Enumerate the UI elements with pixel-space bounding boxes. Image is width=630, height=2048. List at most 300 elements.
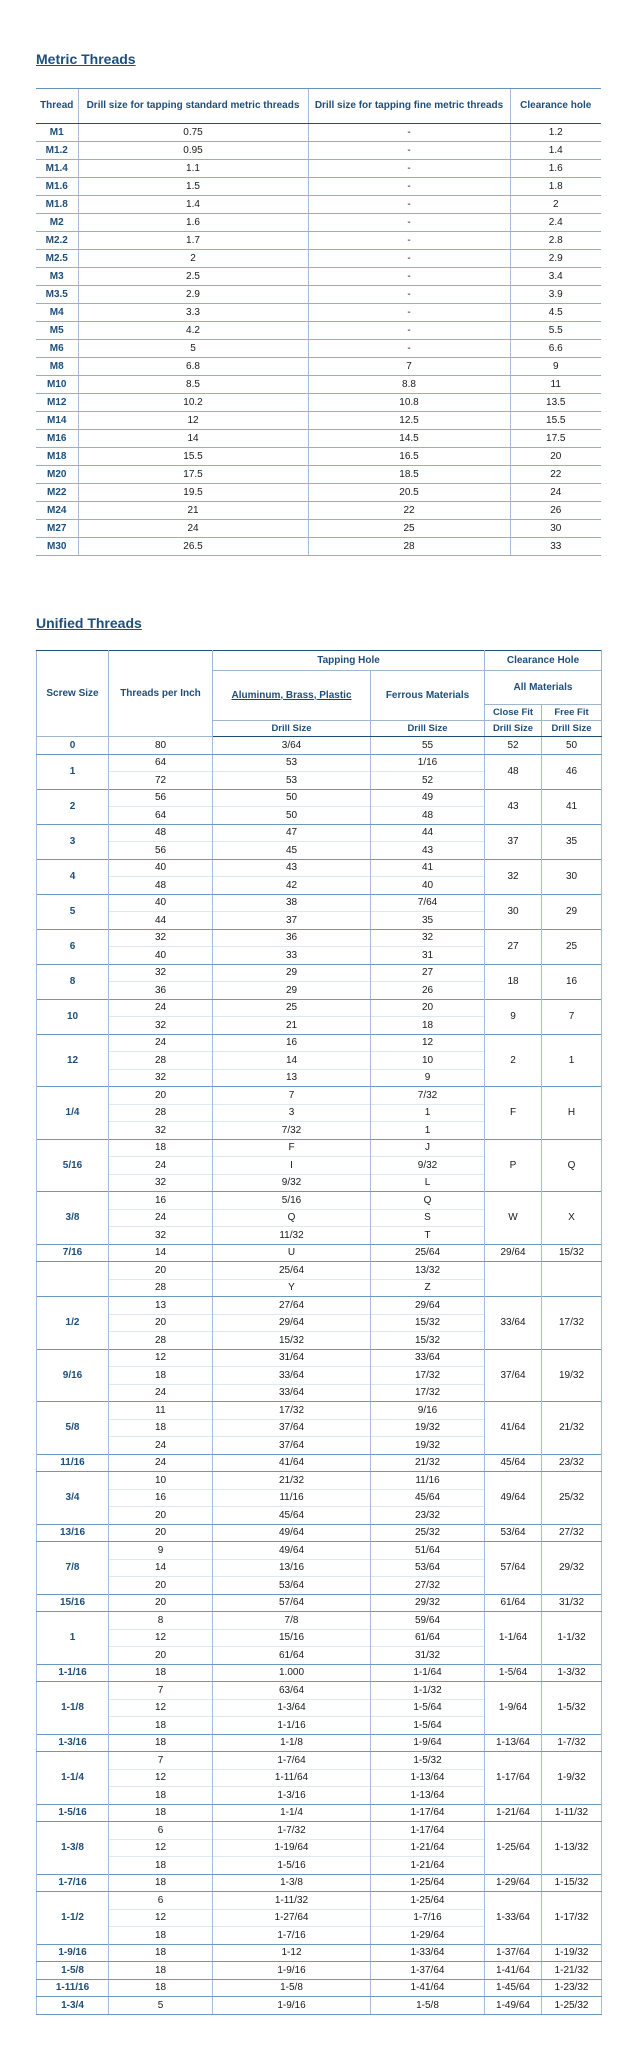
tpi-cell: 40 [109,859,213,877]
tpi-cell: 18 [109,1962,213,1980]
free-fit-cell: 1-25/32 [542,1997,602,2015]
metric-row [36,538,601,556]
close-fit-cell: 29/64 [485,1244,542,1262]
aluminum-drill-cell: 29/64 [213,1314,371,1332]
aluminum-drill-cell: Q [213,1209,371,1227]
unified-row [37,1192,602,1210]
standard-drill-cell: 4.2 [78,322,308,340]
free-fit-cell: 29/32 [542,1542,602,1595]
unified-row [37,1612,602,1630]
close-fit-cell: 32 [485,859,542,894]
aluminum-drill-cell: 37 [213,912,371,930]
metric-row [36,394,601,412]
thread-cell: M30 [36,538,78,556]
ferrous-drill-cell: 17/32 [371,1367,485,1385]
close-fit-cell: W [485,1192,542,1245]
unified-row [37,1594,602,1612]
standard-drill-cell: 1.7 [78,232,308,250]
close-fit-cell: 1-29/64 [485,1874,542,1892]
screw-size-cell: 3/8 [37,1192,109,1245]
thread-cell: M16 [36,430,78,448]
close-fit-cell: 61/64 [485,1594,542,1612]
tpi-cell: 32 [109,1227,213,1245]
metric-header-thread: Thread [36,89,78,124]
aluminum-drill-cell: U [213,1244,371,1262]
tpi-cell: 24 [109,1209,213,1227]
aluminum-drill-cell: 1-11/64 [213,1769,371,1787]
close-fit-cell: 1-17/64 [485,1752,542,1805]
tpi-cell: 11 [109,1402,213,1420]
free-fit-cell: 1-9/32 [542,1752,602,1805]
header-threads-per-inch: Threads per Inch [109,651,213,737]
aluminum-drill-cell: 49/64 [213,1542,371,1560]
unified-row [37,1472,602,1490]
metric-row [36,412,601,430]
screw-size-cell: 1-1/4 [37,1752,109,1805]
tpi-cell: 18 [109,1734,213,1752]
aluminum-drill-cell: 14 [213,1052,371,1070]
ferrous-drill-cell: 1-41/64 [371,1979,485,1997]
metric-header-fine: Drill size for tapping fine metric threads [308,89,510,124]
fine-drill-cell: - [308,124,510,142]
screw-size-cell [37,1262,109,1297]
close-fit-cell: P [485,1139,542,1192]
ferrous-drill-cell: 20 [371,999,485,1017]
fine-drill-cell: 20.5 [308,484,510,502]
clearance-cell: 30 [510,520,601,538]
metric-row [36,340,601,358]
clearance-cell: 2 [510,196,601,214]
unified-threads-title: Unified Threads [36,615,142,631]
aluminum-drill-cell: 45 [213,842,371,860]
ferrous-drill-cell: 40 [371,877,485,895]
metric-row [36,124,601,142]
thread-cell: M10 [36,376,78,394]
aluminum-drill-cell: 41/64 [213,1454,371,1472]
header-close-fit: Close Fit [485,705,542,721]
clearance-cell: 13.5 [510,394,601,412]
ferrous-drill-cell: 9 [371,1069,485,1087]
standard-drill-cell: 1.5 [78,178,308,196]
unified-row [37,1542,602,1560]
metric-row [36,214,601,232]
close-fit-cell: 1-37/64 [485,1944,542,1962]
aluminum-drill-cell: 21 [213,1017,371,1035]
ferrous-drill-cell: 9/16 [371,1402,485,1420]
fine-drill-cell: - [308,160,510,178]
header-drill-size-free: Drill Size [542,721,602,737]
tpi-cell: 7 [109,1682,213,1700]
metric-threads-table [36,88,601,556]
fine-drill-cell: 12.5 [308,412,510,430]
fine-drill-cell: - [308,178,510,196]
standard-drill-cell: 1.1 [78,160,308,178]
unified-row [37,1892,602,1910]
ferrous-drill-cell: 1-1/32 [371,1682,485,1700]
tpi-cell: 24 [109,1437,213,1455]
fine-drill-cell: 22 [308,502,510,520]
aluminum-drill-cell: 7 [213,1087,371,1105]
free-fit-cell: Q [542,1139,602,1192]
ferrous-drill-cell: 21/32 [371,1454,485,1472]
tpi-cell: 28 [109,1332,213,1350]
aluminum-drill-cell: 61/64 [213,1647,371,1665]
unified-row [37,1349,602,1367]
metric-row [36,232,601,250]
unified-row [37,1402,602,1420]
clearance-cell: 1.8 [510,178,601,196]
screw-size-cell: 1-5/16 [37,1804,109,1822]
unified-row [37,964,602,982]
ferrous-drill-cell: 49 [371,789,485,807]
metric-row [36,304,601,322]
aluminum-drill-cell: I [213,1157,371,1175]
unified-row [37,1664,602,1682]
tpi-cell: 24 [109,999,213,1017]
aluminum-drill-cell: 29 [213,982,371,1000]
free-fit-cell: 1-1/32 [542,1612,602,1665]
metric-row [36,196,601,214]
tpi-cell: 32 [109,1069,213,1087]
ferrous-drill-cell: 1-7/16 [371,1909,485,1927]
ferrous-drill-cell: 1 [371,1122,485,1140]
screw-size-cell: 5/16 [37,1139,109,1192]
ferrous-drill-cell: 9/32 [371,1157,485,1175]
header-free-fit: Free Fit [542,705,602,721]
ferrous-drill-cell: 59/64 [371,1612,485,1630]
tpi-cell: 18 [109,1979,213,1997]
aluminum-drill-cell: 1-9/16 [213,1962,371,1980]
header-drill-size-aluminum: Drill Size [213,721,371,737]
free-fit-cell: 27/32 [542,1524,602,1542]
header-tapping-hole: Tapping Hole [213,651,485,671]
tpi-cell: 48 [109,824,213,842]
clearance-cell: 9 [510,358,601,376]
free-fit-cell: 15/32 [542,1244,602,1262]
screw-size-cell: 8 [37,964,109,999]
tpi-cell: 20 [109,1507,213,1525]
screw-size-cell: 7/8 [37,1542,109,1595]
metric-header-row [36,89,601,124]
fine-drill-cell: 10.8 [308,394,510,412]
free-fit-cell: 1-23/32 [542,1979,602,1997]
aluminum-drill-cell: 15/32 [213,1332,371,1350]
header-drill-size-ferrous: Drill Size [371,721,485,737]
ferrous-drill-cell: 1-17/64 [371,1822,485,1840]
tpi-cell: 24 [109,1157,213,1175]
ferrous-drill-cell: 41 [371,859,485,877]
tpi-cell: 48 [109,877,213,895]
clearance-cell: 2.8 [510,232,601,250]
thread-cell: M20 [36,466,78,484]
aluminum-drill-cell: 1-27/64 [213,1909,371,1927]
tpi-cell: 64 [109,754,213,772]
ferrous-drill-cell: 1-13/64 [371,1769,485,1787]
aluminum-drill-cell: 15/16 [213,1629,371,1647]
free-fit-cell: 1 [542,1034,602,1087]
free-fit-cell: 25/32 [542,1472,602,1525]
ferrous-drill-cell: 31 [371,947,485,965]
free-fit-cell: 46 [542,754,602,789]
screw-size-cell: 1-3/16 [37,1734,109,1752]
close-fit-cell: 43 [485,789,542,824]
thread-cell: M8 [36,358,78,376]
ferrous-drill-cell: 10 [371,1052,485,1070]
ferrous-drill-cell: 1-5/8 [371,1997,485,2015]
screw-size-cell: 4 [37,859,109,894]
screw-size-cell: 1-5/8 [37,1962,109,1980]
screw-size-cell: 1-1/2 [37,1892,109,1945]
screw-size-cell: 9/16 [37,1349,109,1402]
header-screw-size: Screw Size [37,651,109,737]
screw-size-cell: 1-3/4 [37,1997,109,2015]
aluminum-drill-cell: 53 [213,772,371,790]
metric-row [36,466,601,484]
ferrous-drill-cell: 18 [371,1017,485,1035]
tpi-cell: 28 [109,1104,213,1122]
thread-cell: M6 [36,340,78,358]
tpi-cell: 32 [109,1174,213,1192]
tpi-cell: 18 [109,1367,213,1385]
thread-cell: M5 [36,322,78,340]
header-aluminum-brass-plastic [213,671,371,721]
tpi-cell: 18 [109,1804,213,1822]
aluminum-drill-cell: 1-12 [213,1944,371,1962]
free-fit-cell: 1-13/32 [542,1822,602,1875]
ferrous-drill-cell: 1-25/64 [371,1892,485,1910]
fine-drill-cell: - [308,340,510,358]
tpi-cell: 32 [109,1122,213,1140]
aluminum-drill-cell: 16 [213,1034,371,1052]
metric-header-clearance: Clearance hole [510,89,601,124]
tpi-cell: 12 [109,1699,213,1717]
aluminum-drill-cell: 17/32 [213,1402,371,1420]
unified-row [37,789,602,807]
standard-drill-cell: 0.75 [78,124,308,142]
metric-row [36,502,601,520]
thread-cell: M22 [36,484,78,502]
tpi-cell: 12 [109,1839,213,1857]
tpi-cell: 32 [109,929,213,947]
ferrous-drill-cell: 31/32 [371,1647,485,1665]
tpi-cell: 7 [109,1752,213,1770]
ferrous-drill-cell: Q [371,1192,485,1210]
aluminum-drill-cell: 37/64 [213,1419,371,1437]
aluminum-drill-cell: 1-1/8 [213,1734,371,1752]
ferrous-drill-cell: 25/32 [371,1524,485,1542]
ferrous-drill-cell: 7/32 [371,1087,485,1105]
free-fit-cell [542,1262,602,1297]
thread-cell: M1.4 [36,160,78,178]
free-fit-cell: 1-17/32 [542,1892,602,1945]
aluminum-drill-cell: 33 [213,947,371,965]
thread-cell: M2.5 [36,250,78,268]
aluminum-drill-cell: 33/64 [213,1367,371,1385]
tpi-cell: 6 [109,1892,213,1910]
tpi-cell: 56 [109,842,213,860]
free-fit-cell: 1-11/32 [542,1804,602,1822]
header-all-materials: All Materials [485,671,602,705]
tpi-cell: 18 [109,1874,213,1892]
free-fit-cell: 25 [542,929,602,964]
tpi-cell: 24 [109,1454,213,1472]
close-fit-cell: 27 [485,929,542,964]
aluminum-drill-cell: 21/32 [213,1472,371,1490]
header-drill-size-close: Drill Size [485,721,542,737]
close-fit-cell: 9 [485,999,542,1034]
thread-cell: M1 [36,124,78,142]
ferrous-drill-cell: 1-9/64 [371,1734,485,1752]
clearance-cell: 26 [510,502,601,520]
ferrous-drill-cell: 52 [371,772,485,790]
thread-cell: M27 [36,520,78,538]
screw-size-cell: 3/4 [37,1472,109,1525]
screw-size-cell: 7/16 [37,1244,109,1262]
clearance-cell: 3.9 [510,286,601,304]
ferrous-drill-cell: 35 [371,912,485,930]
standard-drill-cell: 2 [78,250,308,268]
standard-drill-cell: 1.6 [78,214,308,232]
tpi-cell: 9 [109,1542,213,1560]
screw-size-cell: 0 [37,737,109,755]
tpi-cell: 20 [109,1087,213,1105]
free-fit-cell: X [542,1192,602,1245]
screw-size-cell: 13/16 [37,1524,109,1542]
screw-size-cell: 1 [37,754,109,789]
ferrous-drill-cell: 1-29/64 [371,1927,485,1945]
free-fit-cell: 29 [542,894,602,929]
unified-row [37,894,602,912]
fine-drill-cell: 14.5 [308,430,510,448]
screw-size-cell: 5 [37,894,109,929]
unified-row [37,1087,602,1105]
metric-row [36,268,601,286]
metric-table-body [36,124,601,556]
free-fit-cell: 21/32 [542,1402,602,1455]
tpi-cell: 28 [109,1052,213,1070]
close-fit-cell: 57/64 [485,1542,542,1595]
ferrous-drill-cell: 1-1/64 [371,1664,485,1682]
clearance-cell: 2.9 [510,250,601,268]
ferrous-drill-cell: 29/64 [371,1297,485,1315]
aluminum-drill-cell: 1-3/64 [213,1699,371,1717]
fine-drill-cell: - [308,322,510,340]
close-fit-cell: 2 [485,1034,542,1087]
close-fit-cell: 48 [485,754,542,789]
aluminum-drill-cell: 11/16 [213,1489,371,1507]
aluminum-drill-cell: 42 [213,877,371,895]
aluminum-drill-cell: 3 [213,1104,371,1122]
free-fit-cell: 1-7/32 [542,1734,602,1752]
close-fit-cell: 1-33/64 [485,1892,542,1945]
tpi-cell: 20 [109,1262,213,1280]
close-fit-cell: 1-9/64 [485,1682,542,1735]
ferrous-drill-cell: 1-25/64 [371,1874,485,1892]
ferrous-drill-cell: 11/16 [371,1472,485,1490]
free-fit-cell: 23/32 [542,1454,602,1472]
screw-size-cell: 1-1/8 [37,1682,109,1735]
unified-row [37,824,602,842]
unified-row [37,1979,602,1997]
fine-drill-cell: - [308,142,510,160]
ferrous-drill-cell: 44 [371,824,485,842]
tpi-cell: 36 [109,982,213,1000]
tpi-cell: 18 [109,1927,213,1945]
thread-cell: M12 [36,394,78,412]
standard-drill-cell: 12 [78,412,308,430]
metric-row [36,358,601,376]
standard-drill-cell: 14 [78,430,308,448]
clearance-cell: 4.5 [510,304,601,322]
screw-size-cell: 1-9/16 [37,1944,109,1962]
metric-row [36,448,601,466]
header-ferrous-materials: Ferrous Materials [371,671,485,721]
aluminum-drill-cell: 49/64 [213,1524,371,1542]
metric-row [36,322,601,340]
aluminum-drill-cell: 1-5/8 [213,1979,371,1997]
aluminum-drill-cell: 1-3/8 [213,1874,371,1892]
tpi-cell: 24 [109,1034,213,1052]
standard-drill-cell: 6.8 [78,358,308,376]
tpi-cell: 20 [109,1577,213,1595]
ferrous-drill-cell: 48 [371,807,485,825]
thread-cell: M3 [36,268,78,286]
fine-drill-cell: - [308,214,510,232]
ferrous-drill-cell: 55 [371,737,485,755]
unified-row [37,754,602,772]
close-fit-cell: 1-5/64 [485,1664,542,1682]
fine-drill-cell: 7 [308,358,510,376]
standard-drill-cell: 0.95 [78,142,308,160]
clearance-cell: 1.4 [510,142,601,160]
ferrous-drill-cell: 1-5/64 [371,1699,485,1717]
free-fit-cell: 7 [542,999,602,1034]
thread-cell: M3.5 [36,286,78,304]
free-fit-cell: 50 [542,737,602,755]
close-fit-cell: 1-1/64 [485,1612,542,1665]
aluminum-drill-cell: 29 [213,964,371,982]
tpi-cell: 8 [109,1612,213,1630]
clearance-cell: 1.2 [510,124,601,142]
metric-row [36,160,601,178]
aluminum-drill-cell: 25 [213,999,371,1017]
ferrous-drill-cell: 15/32 [371,1332,485,1350]
unified-row [37,1822,602,1840]
ferrous-drill-cell: 25/64 [371,1244,485,1262]
aluminum-drill-cell: 1-7/16 [213,1927,371,1945]
fine-drill-cell: 16.5 [308,448,510,466]
thread-cell: M2.2 [36,232,78,250]
tpi-cell: 16 [109,1489,213,1507]
fine-drill-cell: - [308,286,510,304]
ferrous-drill-cell: 45/64 [371,1489,485,1507]
ferrous-drill-cell: 1-33/64 [371,1944,485,1962]
ferrous-drill-cell: 1-21/64 [371,1839,485,1857]
ferrous-drill-cell: 61/64 [371,1629,485,1647]
unified-row [37,737,602,755]
close-fit-cell: 18 [485,964,542,999]
aluminum-drill-cell: 53/64 [213,1577,371,1595]
ferrous-drill-cell: 29/32 [371,1594,485,1612]
aluminum-drill-cell: Y [213,1279,371,1297]
unified-table-body [37,737,602,2015]
standard-drill-cell: 8.5 [78,376,308,394]
tpi-cell: 14 [109,1244,213,1262]
close-fit-cell: 30 [485,894,542,929]
screw-size-cell: 11/16 [37,1454,109,1472]
ferrous-drill-cell: 19/32 [371,1437,485,1455]
aluminum-drill-cell: 38 [213,894,371,912]
